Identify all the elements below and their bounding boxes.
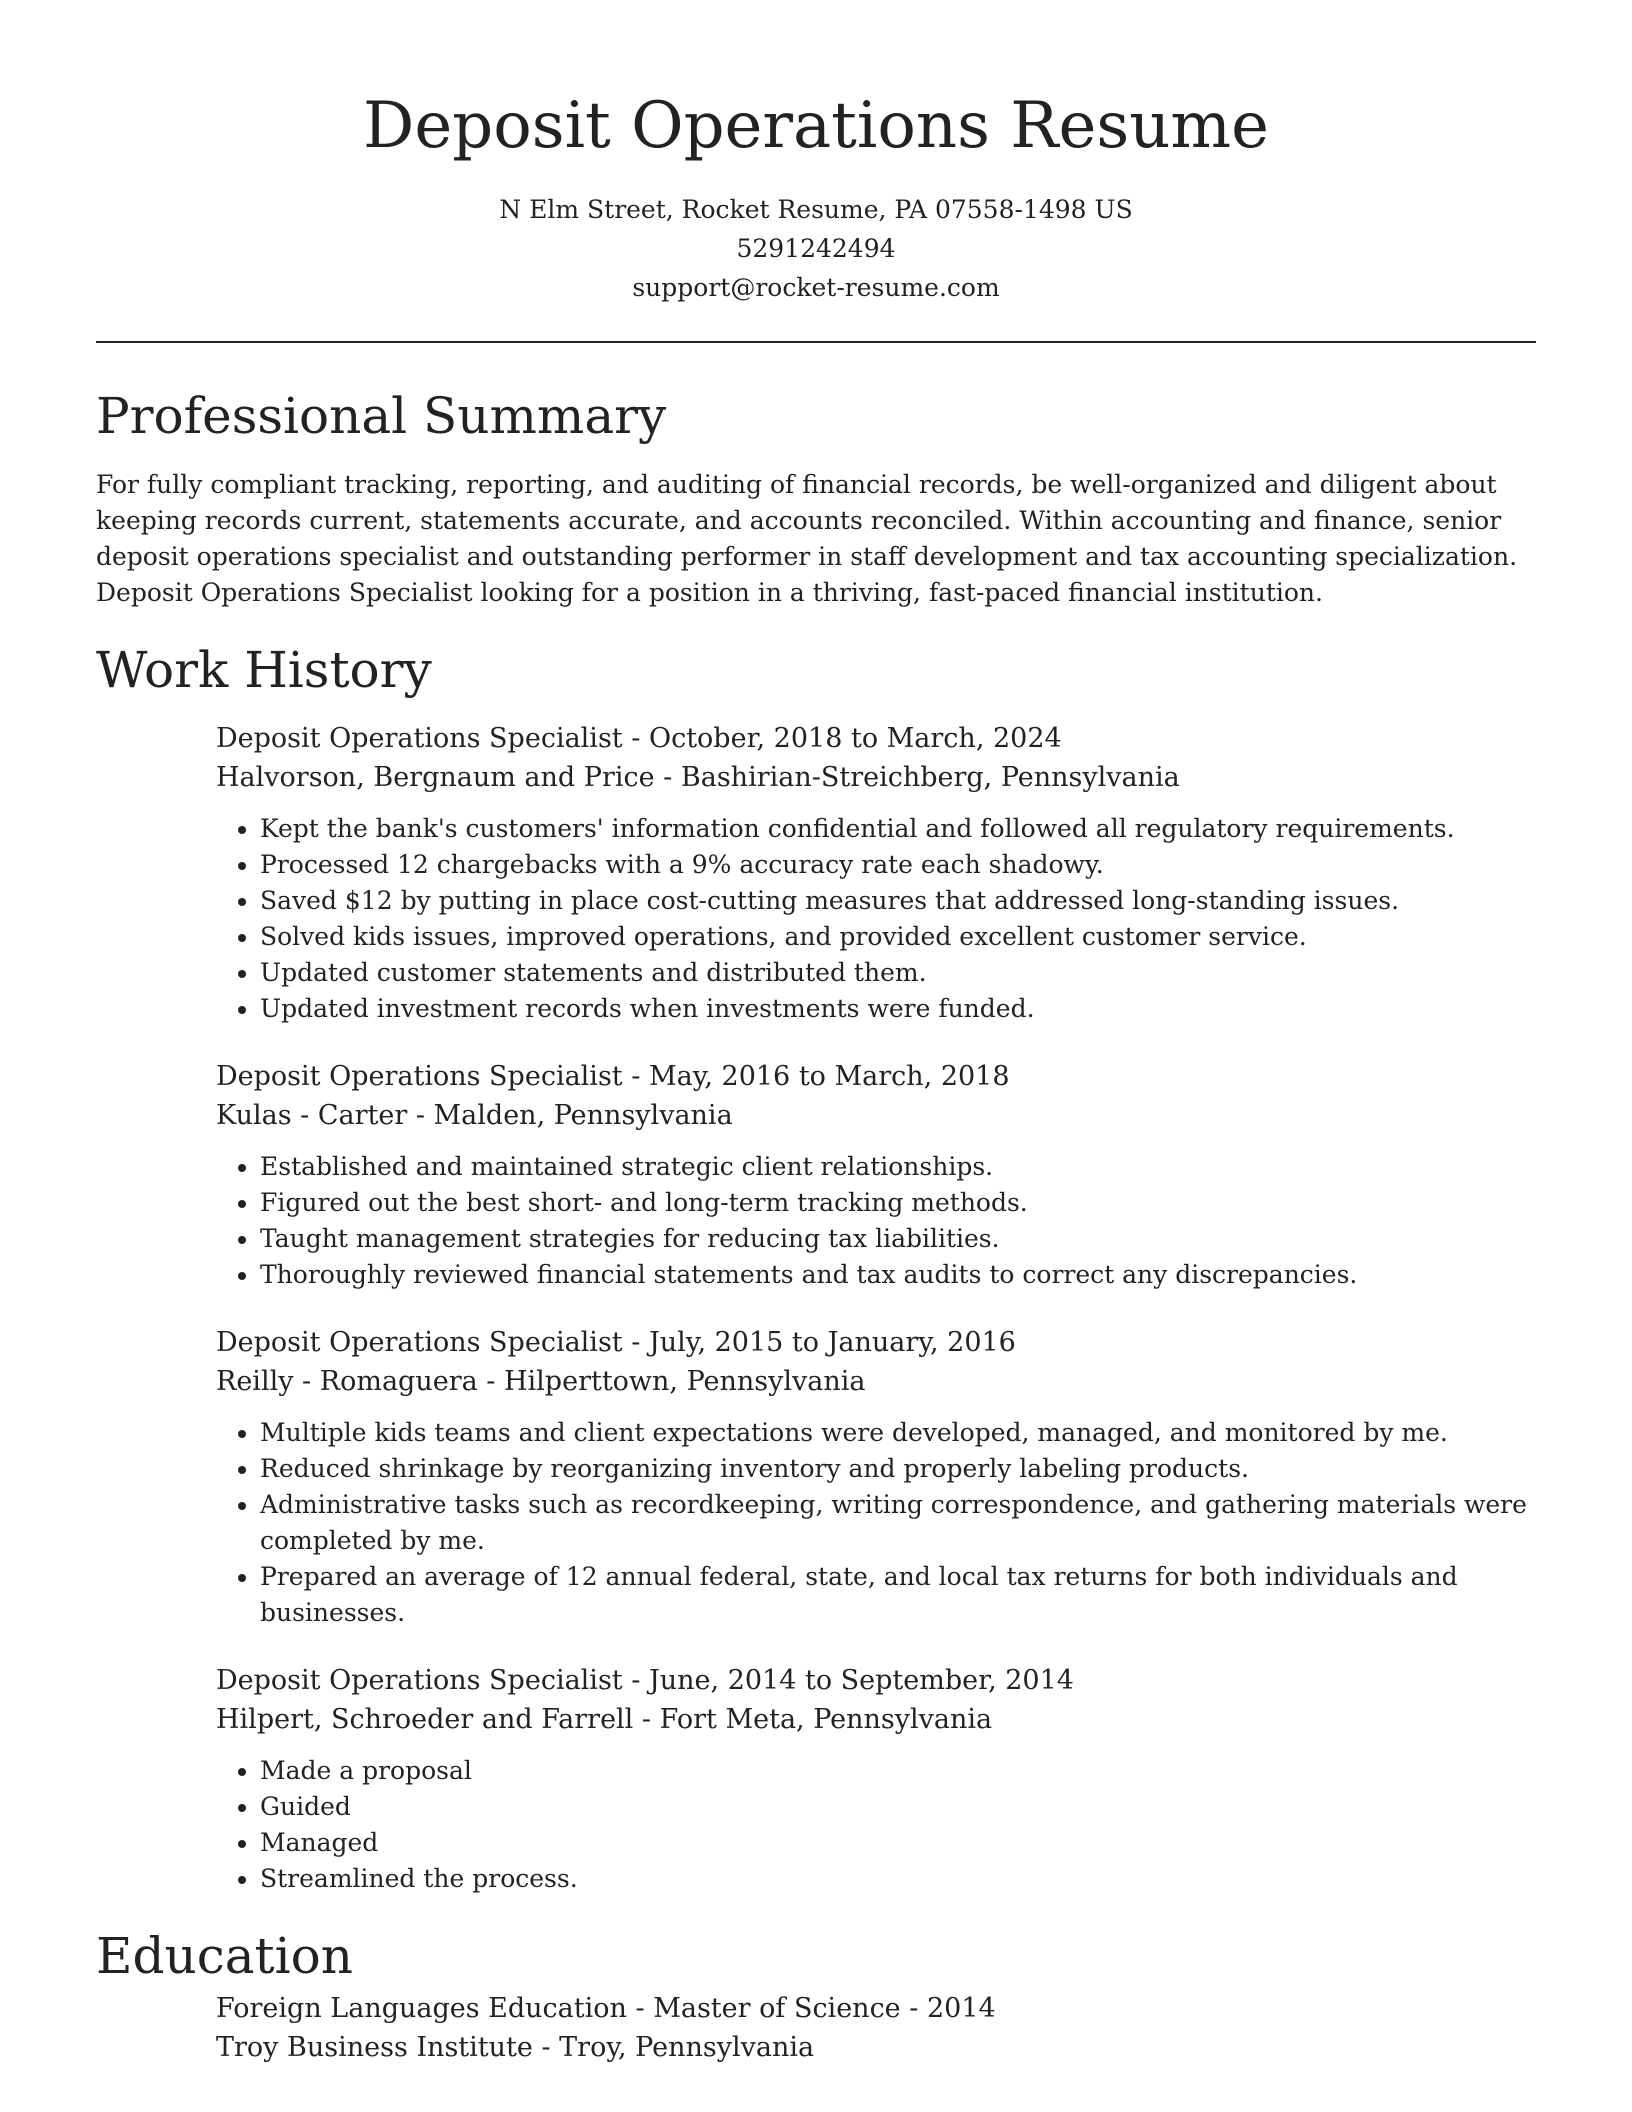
- list-item: • Made a proposal: [260, 1753, 1536, 1789]
- header-divider: [96, 341, 1536, 343]
- list-item: • Solved kids issues, improved operations, and provided excellent customer service.: [260, 919, 1536, 955]
- work-history-list: [216, 719, 1536, 1897]
- job-entry: [216, 1057, 1536, 1293]
- resume-header: [96, 84, 1536, 307]
- summary-heading: Professional Summary: [96, 387, 667, 445]
- list-item: • Saved $12 by putting in place cost-cutting measures that addressed long-standing issues.: [260, 883, 1536, 919]
- list-item: • Figured out the best short- and long-term tracking methods.: [260, 1185, 1536, 1221]
- job-company-line: [216, 1362, 1536, 1401]
- job-bullets: [216, 811, 1536, 1027]
- list-item: • Prepared an average of 12 annual federal, state, and local tax returns for both individuals and businesses.: [260, 1559, 1536, 1631]
- education-entry: [216, 1989, 1536, 2067]
- job-entry: [216, 1323, 1536, 1631]
- job-entry: [216, 1661, 1536, 1897]
- job-title: Deposit Operations Specialist: [216, 1061, 623, 1092]
- education-degree: Foreign Languages Education - Master of Science: [216, 1993, 901, 2024]
- job-company: Reilly - Romaguera: [216, 1366, 478, 1397]
- job-entry: [216, 719, 1536, 1027]
- job-company: Hilpert, Schroeder and Farrell: [216, 1704, 634, 1735]
- job-company-line: [216, 1096, 1536, 1135]
- list-item: • Reduced shrinkage by reorganizing inventory and properly labeling products.: [260, 1451, 1536, 1487]
- job-title: Deposit Operations Specialist: [216, 1665, 623, 1696]
- job-company: Kulas - Carter: [216, 1100, 408, 1131]
- list-item: • Established and maintained strategic client relationships.: [260, 1149, 1536, 1185]
- resume-title: Deposit Operations Resume: [363, 89, 1269, 163]
- job-title-line: [216, 1661, 1536, 1700]
- job-location: - Hilperttown, Pennsylvania: [477, 1366, 866, 1397]
- job-location: - Fort Meta, Pennsylvania: [633, 1704, 993, 1735]
- job-bullets: [216, 1415, 1536, 1631]
- list-item: • Thoroughly reviewed financial statements and tax audits to correct any discrepancies.: [260, 1257, 1536, 1293]
- education-year: - 2014: [900, 1993, 996, 2024]
- job-bullets: [216, 1753, 1536, 1897]
- list-item: • Administrative tasks such as recordkeeping, writing correspondence, and gathering materials were completed by me.: [260, 1487, 1536, 1559]
- list-item: • Updated customer statements and distributed them.: [260, 955, 1536, 991]
- email: support@rocket-resume.com: [632, 273, 1000, 302]
- education-school: Troy Business Institute: [216, 2032, 533, 2063]
- job-company: Halvorson, Bergnaum and Price: [216, 762, 655, 793]
- job-dates: - May, 2016 to March, 2018: [622, 1061, 1010, 1092]
- job-title: Deposit Operations Specialist: [216, 1327, 623, 1358]
- work-history-heading: Work History: [96, 641, 432, 699]
- job-location: - Malden, Pennsylvania: [407, 1100, 733, 1131]
- education-degree-line: [216, 1989, 1536, 2028]
- contact-block: [96, 190, 1536, 307]
- job-title-line: [216, 1057, 1536, 1096]
- job-title-line: [216, 719, 1536, 758]
- phone: 5291242494: [736, 234, 896, 263]
- list-item: • Taught management strategies for reducing tax liabilities.: [260, 1221, 1536, 1257]
- list-item: • Guided: [260, 1789, 1536, 1825]
- list-item: • Updated investment records when investments were funded.: [260, 991, 1536, 1027]
- list-item: • Kept the bank's customers' information confidential and followed all regulatory requirements.: [260, 811, 1536, 847]
- address: N Elm Street, Rocket Resume, PA 07558-1498 US: [499, 195, 1133, 224]
- summary-text: For fully compliant tracking, reporting, and auditing of financial records, be well-organized and diligent about keeping records current, statements accurate, and accounts reconciled. Within accounting and finance, senior deposit operations specialist and outstanding performer in staff development and tax accounting specialization. Deposit Operations Specialist looking for a position in a thriving, fast-paced financial institution.: [96, 470, 1518, 607]
- education-school-line: [216, 2028, 1536, 2067]
- list-item: • Managed: [260, 1825, 1536, 1861]
- job-bullets: [216, 1149, 1536, 1293]
- list-item: • Multiple kids teams and client expectations were developed, managed, and monitored by me.: [260, 1415, 1536, 1451]
- job-dates: - July, 2015 to January, 2016: [622, 1327, 1016, 1358]
- education-heading: Education: [96, 1927, 353, 1985]
- job-company-line: [216, 1700, 1536, 1739]
- list-item: • Processed 12 chargebacks with a 9% accuracy rate each shadowy.: [260, 847, 1536, 883]
- job-dates: - October, 2018 to March, 2024: [622, 723, 1062, 754]
- job-location: - Bashirian-Streichberg, Pennsylvania: [654, 762, 1180, 793]
- job-dates: - June, 2014 to September, 2014: [622, 1665, 1074, 1696]
- job-title: Deposit Operations Specialist: [216, 723, 623, 754]
- job-company-line: [216, 758, 1536, 797]
- job-title-line: [216, 1323, 1536, 1362]
- education-location: - Troy, Pennsylvania: [532, 2032, 815, 2063]
- list-item: • Streamlined the process.: [260, 1861, 1536, 1897]
